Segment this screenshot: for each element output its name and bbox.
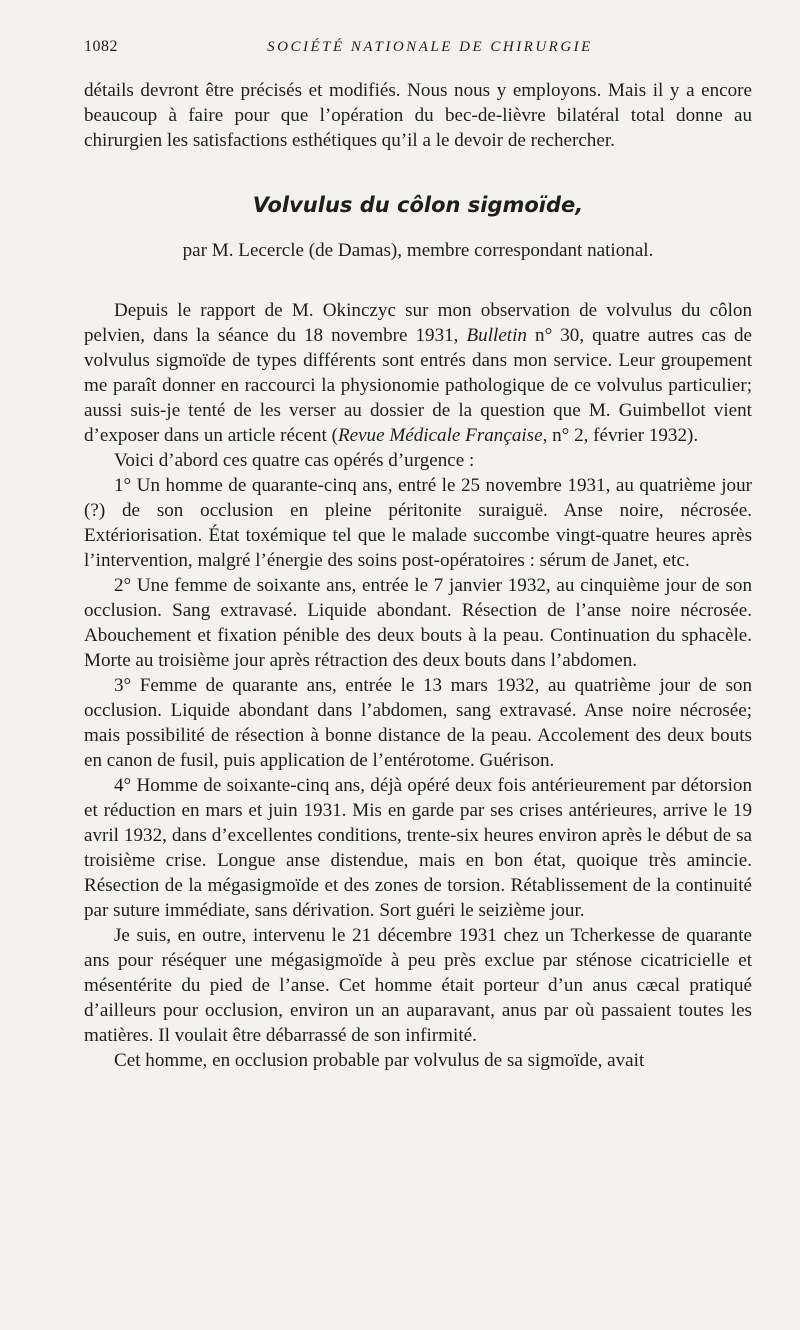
page-number: 1082 — [84, 38, 118, 55]
article-title: Volvulus du côlon sigmoïde, — [252, 193, 584, 217]
article-byline: par M. Lecercle (de Damas), membre correspondant national. — [182, 240, 654, 261]
case-2-paragraph: 2° Une femme de soixante ans, entrée le 7 janvier 1932, au cinquième jour de son occlusion. Sang extravasé. Liquide abondant. Résection de l’anse noire nécrosée. Abouchement et fixation pénible des deux bouts à la peau. Continuation du sphacèle. Morte au troisième jour après rétraction des deux bouts dans l’abdomen. — [84, 575, 752, 671]
cases-lead-paragraph: Voici d’abord ces quatre cas opérés d’urgence : — [114, 450, 475, 471]
bulletin-citation: Bulletin — [466, 325, 527, 346]
case-1-paragraph: 1° Un homme de quarante-cinq ans, entré le 25 novembre 1931, au quatrième jour (?) de son occlusion en pleine péritonite suraiguë. Anse noire, nécrosée. Extériorisation. État toxémique tel que le malade succombe vingt-quatre heures après l’intervention, malgré l’énergie des soins post-opératoires : sérum de Janet, etc. — [84, 475, 752, 571]
case-3-paragraph: 3° Femme de quarante ans, entrée le 13 mars 1932, au quatrième jour de son occlusion. Liquide abondant dans l’abdomen, sang extravasé. Anse noire nécrosée; mais possibilité de résection à bonne distance de la peau. Accolement des deux bouts en canon de fusil, puis application de l’entérotome. Guérison. — [84, 675, 752, 771]
revue-citation: Revue Médicale Française — [337, 425, 543, 446]
intro-paragraph — [84, 298, 752, 448]
intro-text-2: n° 30, quatre autres cas de volvulus sigmoïde de types différents sont entrés dans mon service. Leur groupement me paraît donner en raccourci la physionomie pathologique de ce volvulus particulier; aussi suis-je tenté de les verser au dossier de la question que M. Guimbellot vient d’exposer dans un article récent ( — [84, 325, 753, 446]
intro-text-1: Depuis le rapport de M. Okinczyc sur mon observation de volvulus du côlon pelvien, dans la séance du 18 novembre 1931, — [84, 300, 752, 346]
additional-case-paragraph: Je suis, en outre, intervenu le 21 décembre 1931 chez un Tcherkesse de quarante ans pour réséquer une mégasigmoïde à peu près exclue par sténose cicatricielle et mésentérite du pied de l’anse. Cet homme était porteur d’un anus cæcal pratiqué d’ailleurs pour occlusion, environ un an auparavant, anus par où passaient toutes les matières. Il voulait être débarrassé de son infirmité. — [84, 925, 752, 1046]
article-body — [84, 78, 752, 1073]
case-4-paragraph: 4° Homme de soixante-cinq ans, déjà opéré deux fois antérieurement par détorsion et réduction en mars et juin 1931. Mis en garde par ses crises antérieures, arrive le 19 avril 1932, dans d’excellentes conditions, trente-six heures environ après le début de sa troisième crise. Longue anse distendue, mais en bon état, quoique très amincie. Résection de la mégasigmoïde et des zones de torsion. Rétablissement de la continuité par suture immédiate, sans dérivation. Sort guéri le seizième jour. — [84, 775, 752, 921]
continued-paragraph: détails devront être précisés et modifiés. Nous nous y employons. Mais il y a encore beaucoup à faire pour que l’opération du bec-de-lièvre bilatéral total donne au chirurgien les satisfactions esthétiques qu’il a le devoir de rechercher. — [84, 80, 752, 151]
page — [84, 38, 752, 1073]
final-paragraph: Cet homme, en occlusion probable par volvulus de sa sigmoïde, avait — [114, 1050, 645, 1071]
intro-text-3: , n° 2, février 1932). — [542, 425, 699, 446]
running-header — [84, 38, 752, 60]
running-title: SOCIÉTÉ NATIONALE DE CHIRURGIE — [267, 39, 593, 55]
